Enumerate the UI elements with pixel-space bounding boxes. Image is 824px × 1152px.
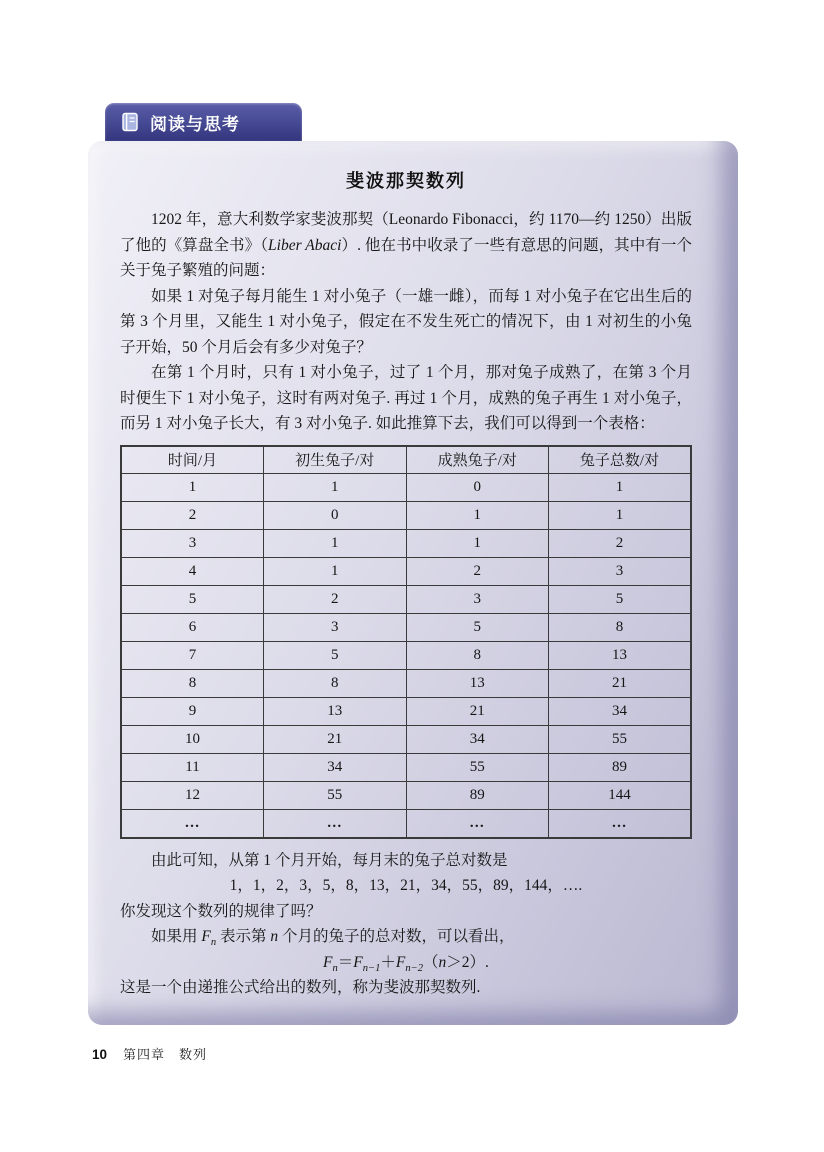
table-cell: 1: [264, 558, 407, 586]
table-cell: 1: [264, 474, 407, 502]
table-row: [121, 726, 691, 754]
table-cell: 13: [406, 670, 549, 698]
table-cell: 1: [264, 530, 407, 558]
table-cell: 0: [264, 502, 407, 530]
table-cell: …: [549, 810, 692, 838]
table-cell: 8: [264, 670, 407, 698]
table-cell: 3: [121, 530, 264, 558]
table-cell: 2: [549, 530, 692, 558]
intro-paragraph: 如果 1 对兔子每月能生 1 对小兔子（一雄一雌），而每 1 对小兔子在它出生后的第 3 个月里，又能生 1 对小兔子，假定在不发生死亡的情况下，由 1 对初生的小兔子开始，50 个月后会有多少对兔子？: [120, 287, 692, 356]
table-row: [121, 558, 691, 586]
closing-paragraph: $F_n=F_{n-1}+F_{n-2}(n>2)$.: [323, 953, 489, 974]
table-row: [121, 474, 691, 502]
page-footer: [92, 1044, 207, 1063]
table-cell: 1: [549, 502, 692, 530]
table-cell: 144: [549, 782, 692, 810]
section-tab-label: 阅读与思考: [150, 114, 240, 134]
table-cell: 3: [549, 558, 692, 586]
intro-paragraph: 1202 年，意大利数学家斐波那契（Leonardo Fibonacci，约 1170—约 1250）出版了他的《算盘全书》（Liber Abaci）. 他在书中收录了一些有意思的问题，其中有一个关于兔子繁殖的问题：: [120, 211, 692, 279]
table-row: [121, 782, 691, 810]
table-cell: 3: [264, 614, 407, 642]
table-cell: 7: [121, 642, 264, 670]
chapter-label: 第四章 数列: [123, 1047, 208, 1062]
table-cell: 9: [121, 698, 264, 726]
closing-paragraph: 如果用 $F_n$ 表示第 n 个月的兔子的总对数，可以看出，: [151, 928, 515, 949]
table-cell: 13: [264, 698, 407, 726]
closing-paragraph: 你发现这个数列的规律了吗？: [120, 902, 322, 920]
table-cell: 4: [121, 558, 264, 586]
table-cell: 8: [121, 670, 264, 698]
table-cell: 5: [264, 642, 407, 670]
table-row: [121, 754, 691, 782]
table-cell: 10: [121, 726, 264, 754]
table-body: [121, 474, 691, 838]
table-header-cell: 时间/月: [121, 446, 264, 474]
table-cell: 8: [549, 614, 692, 642]
table-header-row: [121, 446, 691, 474]
table-cell: 6: [121, 614, 264, 642]
closing-paragraph: 由此可知，从第 1 个月开始，每月末的兔子总对数是: [151, 851, 508, 869]
table-row: [121, 530, 691, 558]
table-cell: 21: [264, 726, 407, 754]
fibonacci-table: [120, 445, 692, 839]
table-cell: 12: [121, 782, 264, 810]
table-cell: …: [264, 810, 407, 838]
closing-paragraph: 1，1，2，3，5，8，13，21，34，55，89，144，….: [229, 877, 583, 894]
section-tab: [105, 103, 302, 141]
table-header-cell: 兔子总数/对: [549, 446, 692, 474]
table-row: [121, 670, 691, 698]
table-cell: 8: [406, 642, 549, 670]
article-title: 斐波那契数列: [346, 171, 466, 191]
closing-paragraphs: [120, 848, 692, 1001]
table-row: [121, 502, 691, 530]
table-cell: …: [406, 810, 549, 838]
table-header-cell: 成熟兔子/对: [406, 446, 549, 474]
table-cell: 89: [406, 782, 549, 810]
table-cell: 13: [549, 642, 692, 670]
table-cell: 5: [549, 586, 692, 614]
page-number: 10: [92, 1047, 108, 1062]
table-cell: 34: [549, 698, 692, 726]
table-cell: 5: [121, 586, 264, 614]
table-cell: 34: [406, 726, 549, 754]
table-cell: 55: [264, 782, 407, 810]
table-row: [121, 810, 691, 838]
reading-section: [88, 103, 738, 1025]
table-cell: 21: [549, 670, 692, 698]
table-cell: …: [121, 810, 264, 838]
table-row: [121, 698, 691, 726]
table-cell: 89: [549, 754, 692, 782]
table-cell: 11: [121, 754, 264, 782]
table-row: [121, 614, 691, 642]
table-row: [121, 642, 691, 670]
intro-paragraphs: [120, 207, 692, 437]
table-cell: 3: [406, 586, 549, 614]
closing-paragraph: 这是一个由递推公式给出的数列，称为斐波那契数列.: [120, 979, 481, 996]
intro-paragraph: 在第 1 个月时，只有 1 对小兔子，过了 1 个月，那对兔子成熟了，在第 3 个月时便生下 1 对小兔子，这时有两对兔子. 再过 1 个月，成熟的兔子再生 1 对小兔子，而另 1 对小兔子长大，有 3 对小兔子. 如此推算下去，我们可以得到一个表格：: [120, 364, 692, 432]
table-cell: 5: [406, 614, 549, 642]
table-cell: 1: [549, 474, 692, 502]
table-cell: 1: [406, 530, 549, 558]
table-cell: 1: [121, 474, 264, 502]
table-cell: 55: [406, 754, 549, 782]
book-icon: [119, 111, 141, 133]
table-cell: 2: [406, 558, 549, 586]
table-cell: 2: [121, 502, 264, 530]
table-row: [121, 586, 691, 614]
table-cell: 1: [406, 502, 549, 530]
table-cell: 0: [406, 474, 549, 502]
table-cell: 55: [549, 726, 692, 754]
table-cell: 34: [264, 754, 407, 782]
reading-panel: [88, 141, 738, 1025]
table-cell: 21: [406, 698, 549, 726]
table-header-cell: 初生兔子/对: [264, 446, 407, 474]
table-cell: 2: [264, 586, 407, 614]
